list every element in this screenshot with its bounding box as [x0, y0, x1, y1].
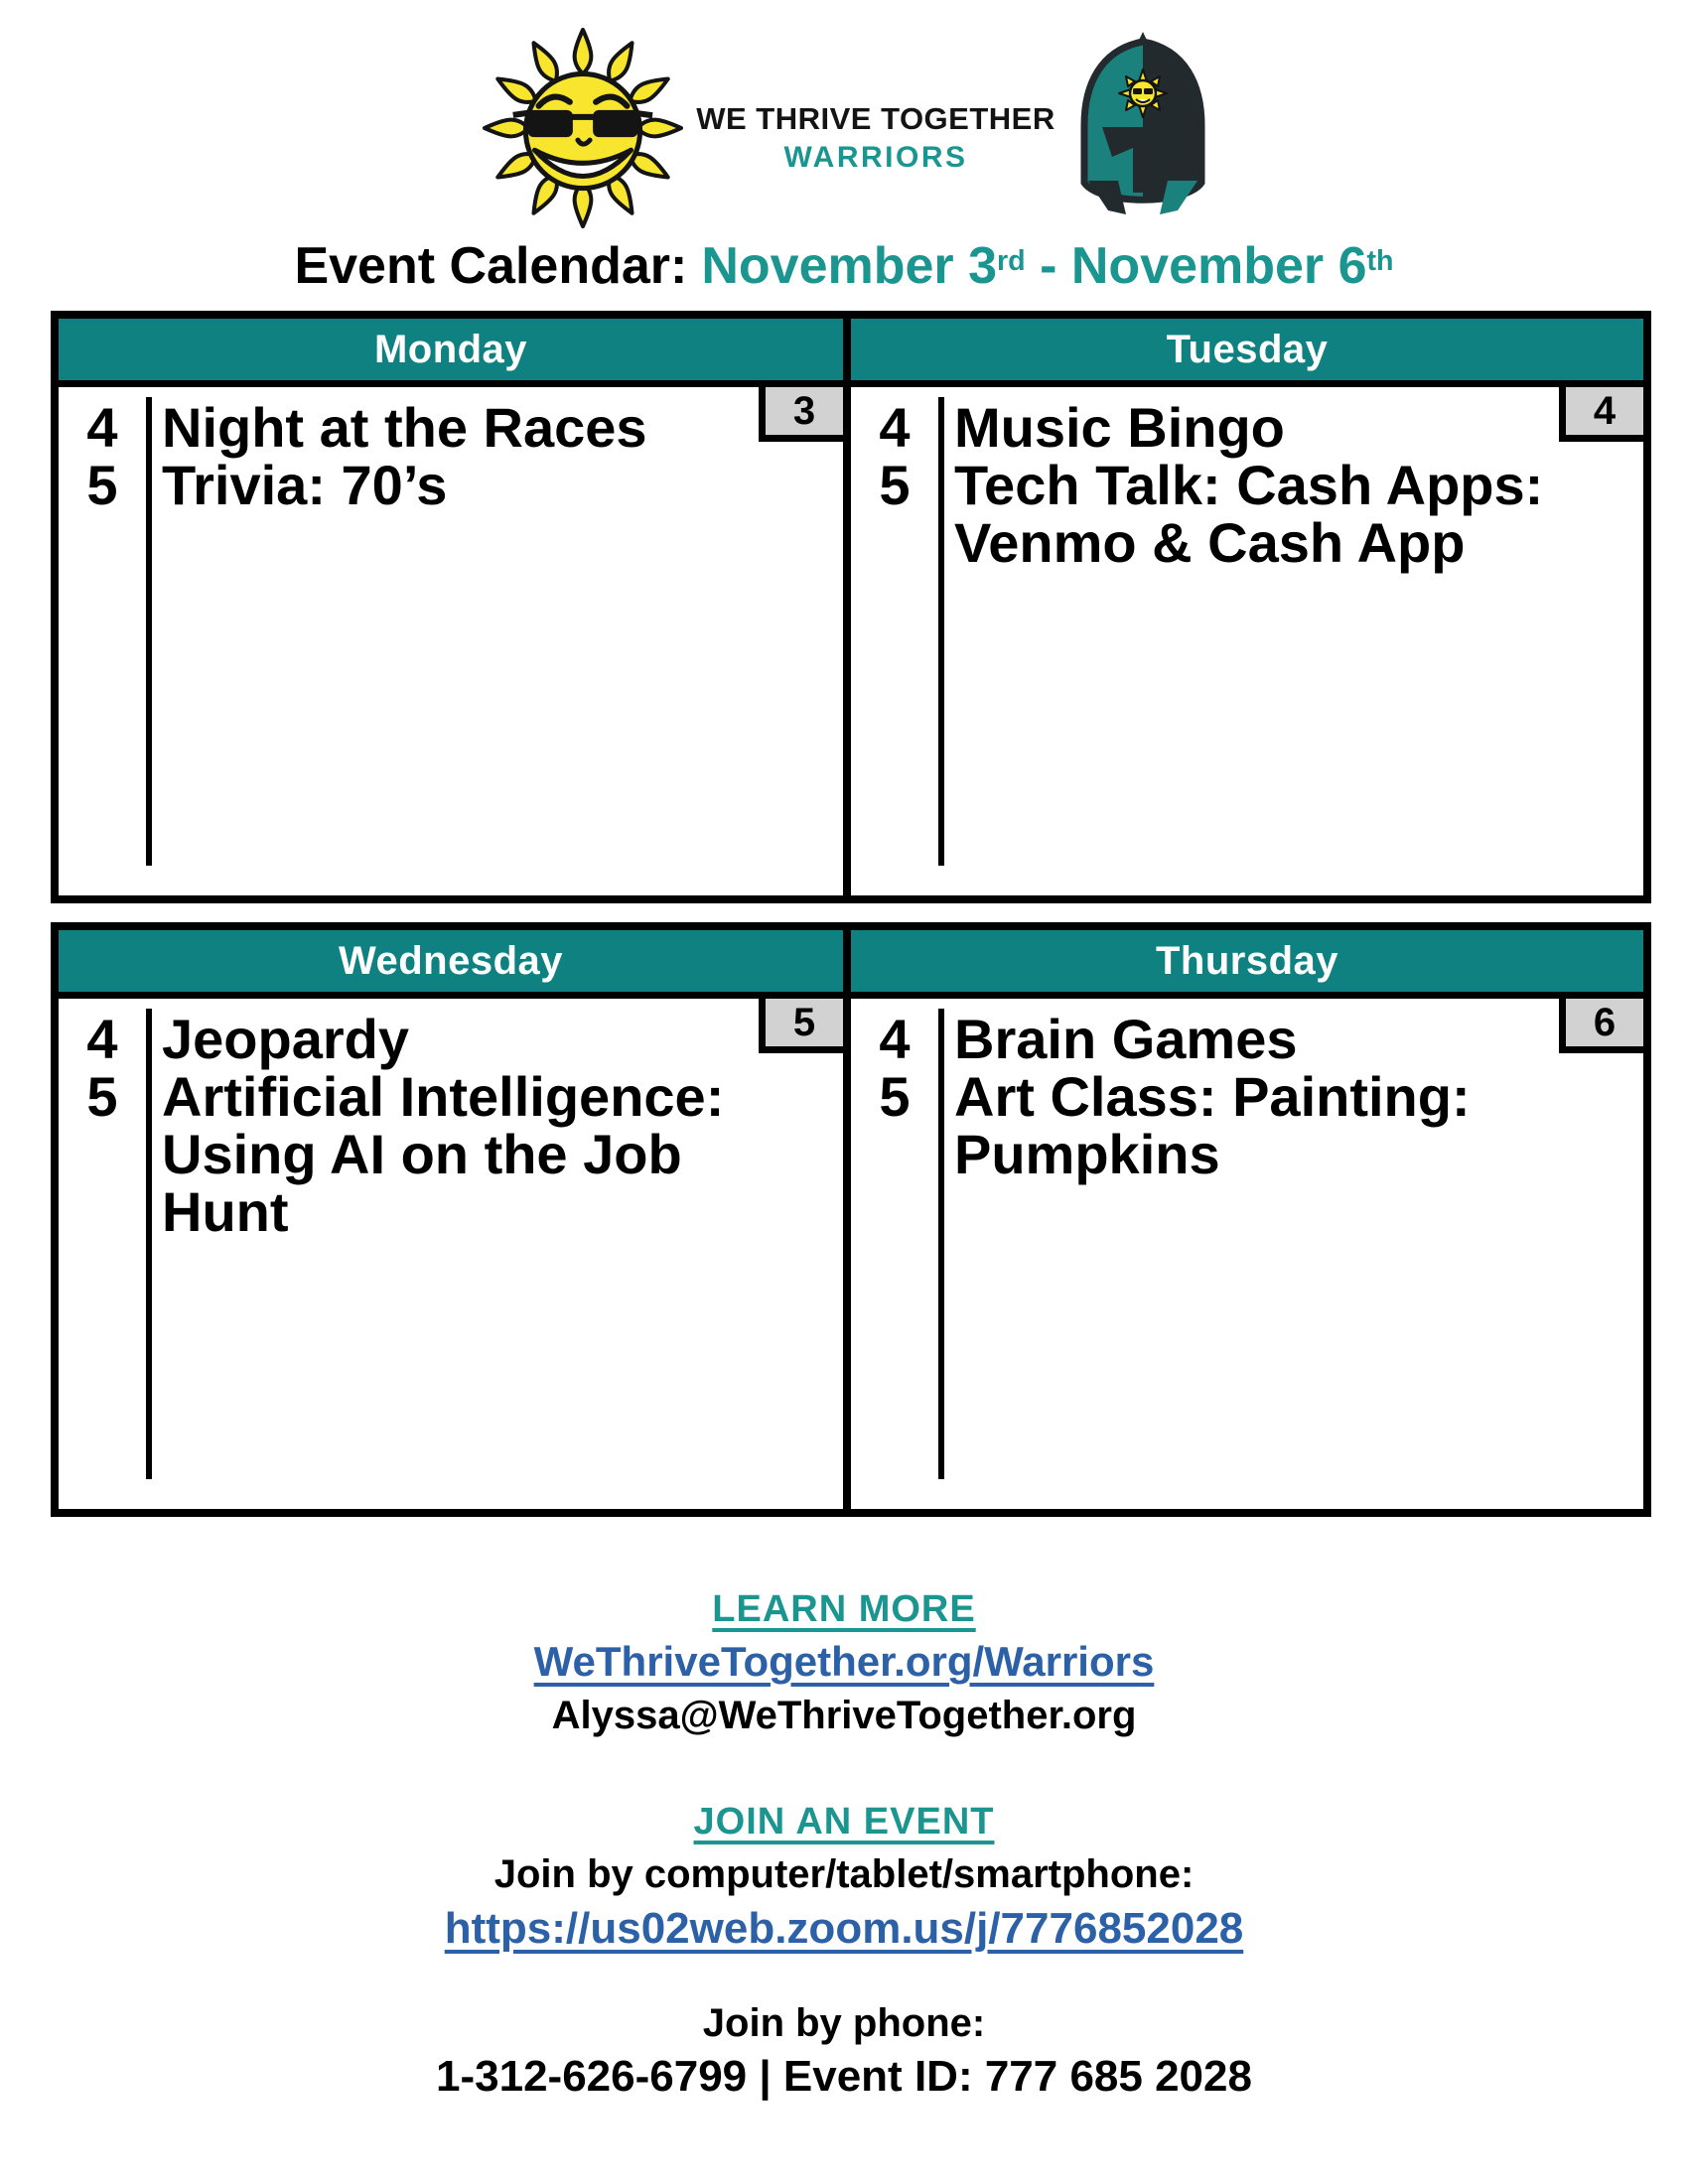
day-cell-thursday: [851, 930, 1643, 1509]
event-time: 4: [879, 1008, 911, 1070]
day-body-thursday: [851, 999, 1643, 1509]
page-title-label: Event Calendar:: [294, 237, 688, 295]
day-header-thursday: Thursday: [851, 930, 1643, 999]
event-title: Tech Talk: Cash Apps: Venmo & Cash App: [954, 454, 1544, 574]
contact-email: Alyssa@WeThriveTogether.org: [551, 1694, 1137, 1737]
time-divider-line: [938, 1009, 944, 1479]
event-row: [59, 396, 843, 459]
date-badge-wednesday: 5: [759, 999, 843, 1053]
calendar-table-week-row-1: [51, 311, 1651, 903]
event-row: [851, 1065, 1643, 1185]
day-body-tuesday: [851, 387, 1643, 895]
event-title: Art Class: Painting: Pumpkins: [954, 1065, 1471, 1185]
day-cell-wednesday: [59, 930, 851, 1509]
join-computer-label: Join by computer/tablet/smartphone:: [493, 1852, 1195, 1896]
event-title: Music Bingo: [954, 396, 1285, 459]
program-name: WARRIORS: [783, 141, 968, 174]
date-badge-monday: 3: [759, 387, 843, 442]
event-row: [59, 1065, 843, 1243]
calendar-table-week-row-2: [51, 922, 1651, 1517]
date-badge-tuesday: 4: [1559, 387, 1643, 442]
warriors-page-link[interactable]: WeThriveTogether.org/Warriors: [533, 1638, 1155, 1685]
day-header-tuesday: Tuesday: [851, 319, 1643, 387]
event-time: 5: [879, 1065, 911, 1128]
day-header-wednesday: Wednesday: [59, 930, 843, 999]
page-title-range: November 3rd - November 6th: [701, 237, 1394, 295]
day-body-wednesday: [59, 999, 843, 1509]
event-time: 5: [879, 454, 911, 516]
event-row: [59, 1008, 843, 1070]
time-divider-line: [146, 1009, 152, 1479]
event-time: 4: [86, 1008, 118, 1070]
learn-more-heading: LEARN MORE: [712, 1588, 976, 1630]
page-title: [0, 236, 1688, 296]
event-row: [851, 396, 1643, 459]
event-time: 4: [86, 396, 118, 459]
sun-logo-icon: [480, 28, 686, 228]
join-phone-section: [0, 1995, 1688, 2103]
phone-and-event-id: 1-312-626-6799 | Event ID: 777 685 2028: [436, 2052, 1252, 2101]
join-phone-label: Join by phone:: [702, 2001, 986, 2045]
zoom-meeting-link[interactable]: https://us02web.zoom.us/j/7776852028: [444, 1904, 1244, 1953]
event-time: 4: [879, 396, 911, 459]
event-row: [851, 454, 1643, 574]
logo-wordmark: [667, 101, 1084, 175]
day-body-monday: [59, 387, 843, 895]
event-time: 5: [86, 454, 118, 516]
event-time: 5: [86, 1065, 118, 1128]
join-event-section: [0, 1797, 1688, 1956]
day-cell-monday: [59, 319, 851, 895]
time-divider-line: [146, 397, 152, 866]
event-title: Artificial Intelligence: Using AI on the Job Hunt: [162, 1065, 725, 1243]
org-name: WE THRIVE TOGETHER: [696, 101, 1055, 136]
learn-more-section: [0, 1584, 1688, 1741]
day-header-monday: Monday: [59, 319, 843, 387]
event-title: Jeopardy: [162, 1008, 409, 1070]
time-divider-line: [938, 397, 944, 866]
helmet-logo-icon: [1058, 32, 1227, 220]
event-title: Trivia: 70’s: [162, 454, 448, 516]
event-title: Night at the Races: [162, 396, 647, 459]
date-badge-thursday: 6: [1559, 999, 1643, 1053]
day-cell-tuesday: [851, 319, 1643, 895]
event-row: [851, 1008, 1643, 1070]
join-event-heading: JOIN AN EVENT: [693, 1801, 995, 1843]
event-row: [59, 454, 843, 516]
event-title: Brain Games: [954, 1008, 1298, 1070]
